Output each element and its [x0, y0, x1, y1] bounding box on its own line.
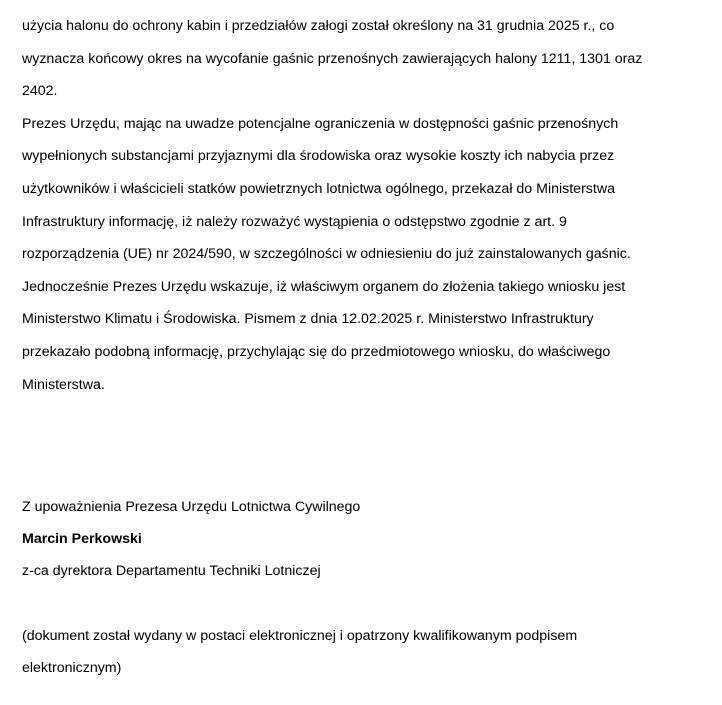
text-line: wyznacza końcowy okres na wycofanie gaśnic przenośnych zawierających halony 1211, 1301 oraz: [22, 50, 643, 67]
text-line: użytkowników i właścicieli statków powietrznych lotnictwa ogólnego, przekazał do Ministerstwa: [22, 180, 615, 197]
text-line: Prezes Urzędu, mając na uwadze potencjalne ograniczenia w dostępności gaśnic przenośnych: [22, 115, 619, 132]
electronic-signature-note: [22, 620, 577, 684]
text-line: użycia halonu do ochrony kabin i przedziałów załogi został określony na 31 grudnia 2025 r., co: [22, 18, 615, 34]
document-body: [22, 10, 718, 401]
paragraph-main: [22, 108, 718, 401]
text-line: rozporządzenia (UE) nr 2024/590, w szczególności w odniesieniu do już zainstalowanych gaśnic.: [22, 246, 631, 263]
note-line: (dokument został wydany w postaci elektronicznej i opatrzony kwalifikowanym podpisem: [22, 628, 578, 644]
signature-block: [22, 491, 360, 587]
signatory-name: Marcin Perkowski: [22, 531, 142, 547]
note-line: elektronicznym): [22, 660, 122, 676]
paragraph-continuation: [22, 10, 718, 108]
signature-authorization: Z upoważnienia Prezesa Urzędu Lotnictwa Cywilnego: [22, 499, 361, 515]
signatory-position: z-ca dyrektora Departamentu Techniki Lotniczej: [22, 563, 321, 579]
text-line: Jednocześnie Prezes Urzędu wskazuje, iż właściwym organem do złożenia takiego wniosku jest: [22, 278, 626, 295]
text-line: wypełnionych substancjami przyjaznymi dla środowiska oraz wysokie koszty ich nabycia przez: [22, 148, 615, 165]
text-line: Ministerstwo Klimatu i Środowiska. Pismem z dnia 12.02.2025 r. Ministerstwo Infrastruktury: [22, 311, 594, 328]
text-line: Ministerstwa.: [22, 376, 105, 393]
text-line: 2402.: [22, 83, 58, 100]
text-line: przekazało podobną informację, przychylając się do przedmiotowego wniosku, do właściwego: [22, 343, 611, 360]
text-line: Infrastruktury informację, iż należy rozważyć wystąpienia o odstępstwo zgodnie z art. 9: [22, 213, 567, 230]
